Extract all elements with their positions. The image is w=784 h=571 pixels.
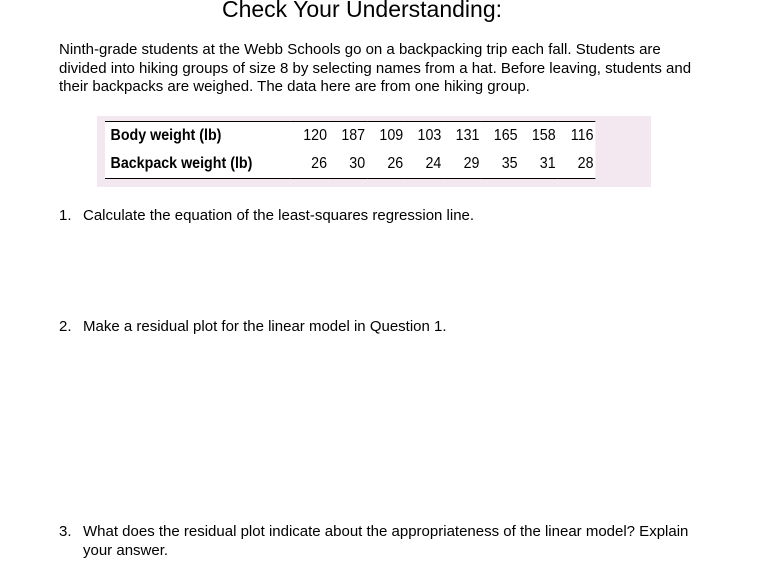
table-cell: 30 — [329, 150, 367, 179]
question-number: 1. — [59, 207, 72, 224]
table-cell: 31 — [519, 150, 557, 179]
table-cell: 24 — [405, 150, 443, 179]
row-label: Backpack weight (lb) — [105, 150, 291, 179]
page-title: Check Your Understanding: — [221, 0, 503, 22]
table-cell: 26 — [291, 150, 329, 179]
question-number: 2. — [59, 318, 72, 335]
table-cell: 131 — [443, 122, 481, 151]
data-table-panel — [97, 116, 651, 187]
table-row-backpack-weight — [105, 150, 595, 179]
table-cell: 35 — [481, 150, 519, 179]
question-text: What does the residual plot indicate about the appropriateness of the linear model? Explain your answer. — [83, 523, 689, 559]
table-cell: 116 — [558, 122, 596, 151]
question-text: Calculate the equation of the least-squares regression line. — [83, 207, 475, 224]
table-cell: 29 — [443, 150, 481, 179]
table-cell: 103 — [405, 122, 443, 151]
question-2 — [59, 318, 699, 337]
question-text: Make a residual plot for the linear model in Question 1. — [83, 318, 447, 335]
table-cell: 158 — [519, 122, 557, 151]
intro-paragraph: Ninth-grade students at the Webb Schools go on a backpacking trip each fall. Students are divided into hiking groups of size 8 by selecting names from a hat. Before leaving, students and their backpacks are weighed. The data here are from one hiking group. — [59, 41, 692, 95]
weights-table — [105, 121, 595, 179]
table-cell: 187 — [329, 122, 367, 151]
table-cell: 28 — [558, 150, 596, 179]
table-cell: 120 — [291, 122, 329, 151]
table-cell: 26 — [367, 150, 405, 179]
table-cell: 109 — [367, 122, 405, 151]
row-label: Body weight (lb) — [105, 122, 291, 151]
table-cell: 165 — [481, 122, 519, 151]
question-3 — [59, 523, 699, 560]
question-number: 3. — [59, 523, 72, 540]
question-1 — [59, 207, 699, 226]
table-row-body-weight — [105, 122, 595, 151]
